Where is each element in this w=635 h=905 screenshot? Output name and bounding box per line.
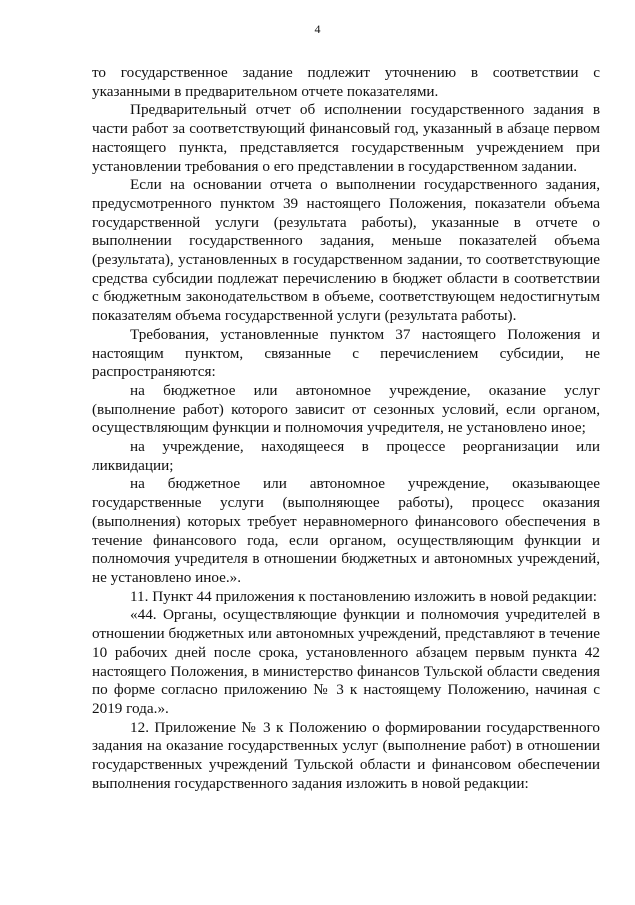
paragraph-8: 11. Пункт 44 приложения к постановлению изложить в новой редакции: — [130, 587, 597, 605]
paragraph-9: «44. Органы, осуществляющие функции и полномочия учредителей в отношении бюджетных или автономных учреждений, представляют в течение 10 рабочих дней после срока, установленного абзацем первым пункта 42 настоящего Положения, в министерство финансов Тульской области сведения по форме согласно приложению № 3 к настоящему Положению, начиная с 2019 года.». — [92, 606, 600, 717]
document-body — [92, 64, 600, 793]
paragraph-5: на бюджетное или автономное учреждение, оказание услуг (выполнение работ) которого зависит от сезонных условий, если органом, осуществляющим функции и полномочия учредителя, не установлено иное; — [92, 381, 600, 437]
paragraph-1: то государственное задание подлежит уточнению в соответствии с указанными в предварительном отчете показателями. — [92, 64, 600, 100]
paragraph-7: на бюджетное или автономное учреждение, оказывающее государственные услуги (выполняющее работы), процесс оказания (выполнения) которых требует неравномерного финансового обеспечения в течение финансового года, если органом, осуществляющим функции и полномочия учредителя в отношении бюджетных и автономных учреждений, не установлено иное.». — [92, 475, 600, 586]
paragraph-2: Предварительный отчет об исполнении государственного задания в части работ за соответствующий финансовый год, указанный в абзаце первом настоящего пункта, представляется государственным учреждением при установлении требования о его представлении в государственном задании. — [92, 101, 600, 175]
paragraph-4: Требования, установленные пунктом 37 настоящего Положения и настоящим пунктом, связанные с перечислением субсидии, не распространяются: — [92, 325, 600, 381]
page-number: 4 — [314, 22, 321, 36]
paragraph-6: на учреждение, находящееся в процессе реорганизации или ликвидации; — [92, 438, 600, 474]
paragraph-3: Если на основании отчета о выполнении государственного задания, предусмотренного пунктом 39 настоящего Положения, показатели объема государственной услуги (результата работы), указанные в отчете о выполнении государственного задания, меньше показателей объема (результата), установленных в государственном задании, то соответствующие средства субсидии подлежат перечислению в бюджет области в соответствии с бюджетным законодательством в объеме, соответствующем недостигнутым показателям объема государственной услуги (результата работы). — [92, 176, 600, 325]
paragraph-10: 12. Приложение № 3 к Положению о формировании государственного задания на оказание государственных услуг (выполнение работ) в отношении государственных учреждений Тульской области и финансовом обеспечении выполнения государственного задания изложить в новой редакции: — [92, 718, 600, 792]
